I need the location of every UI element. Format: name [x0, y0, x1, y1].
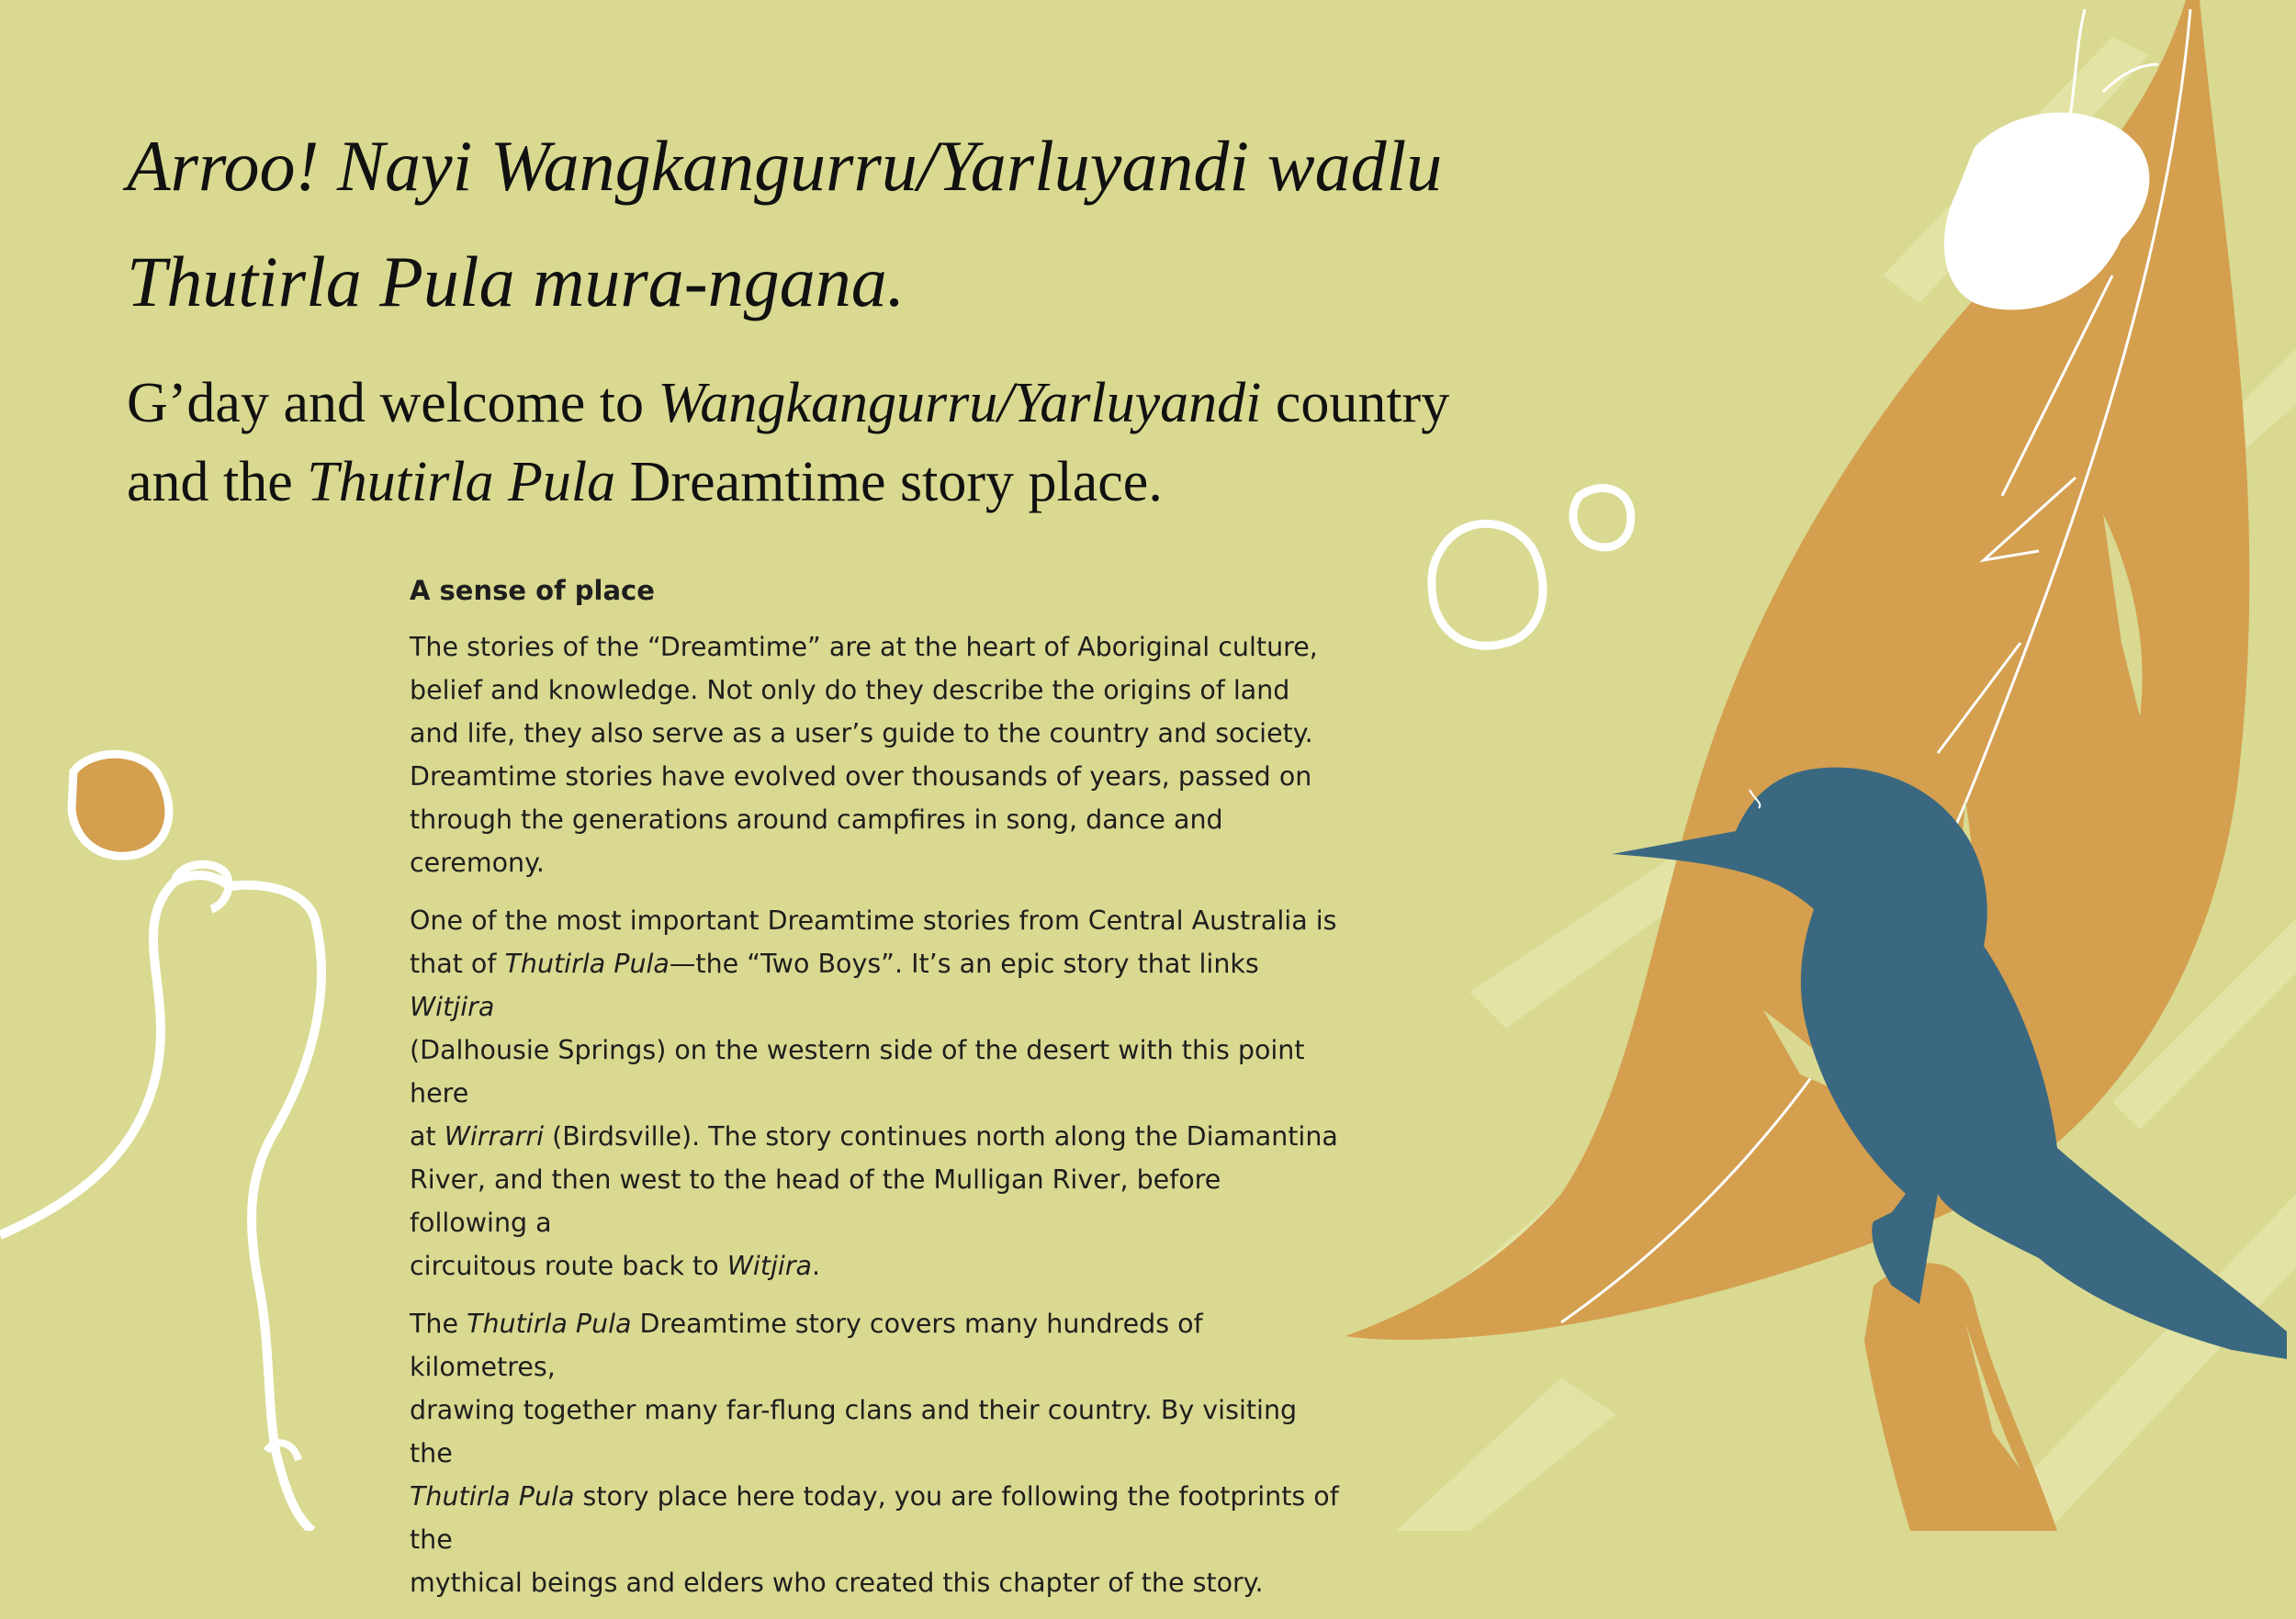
branch — [1864, 1263, 2057, 1531]
paragraph-italic: Thutirla Pula — [467, 1309, 632, 1339]
paragraph-italic: Witjira — [726, 1251, 813, 1281]
paragraph-text: (Birdsville). The story continues north along the Diamantina — [544, 1121, 1338, 1152]
paragraph-line: River, and then west to the head of the Mulligan River, before following a — [410, 1164, 1221, 1238]
title-english-text: G’day and welcome to — [127, 372, 658, 434]
paragraph-line: through the generations around campfires in song, dance and ceremony. — [410, 804, 1223, 878]
paragraph-line: The stories of the “Dreamtime” are at the heart of Aboriginal culture, — [410, 632, 1318, 662]
title-english-italic: Thutirla Pula — [307, 451, 616, 513]
paragraph-line: belief and knowledge. Not only do they describe the origins of land — [410, 675, 1290, 705]
paragraph-line: drawing together many far-flung clans and their country. By visiting the — [410, 1395, 1298, 1468]
paragraph-text: Dreamtime story covers many hundreds of kilometres, — [410, 1309, 1203, 1382]
paragraph-text: The — [410, 1309, 467, 1339]
title-english-text: Dreamtime story place. — [615, 451, 1163, 513]
paragraph-text: at — [410, 1121, 445, 1152]
paragraph-text: circuitous route back to — [410, 1251, 727, 1281]
paragraph-text: . — [812, 1251, 821, 1281]
track-line — [0, 754, 321, 1531]
title-english — [127, 364, 1688, 522]
paragraph-line: One of the most important Dreamtime stories from Central Australia is — [410, 905, 1337, 936]
paragraph-text: —the “Two Boys”. It’s an epic story that links — [669, 949, 1259, 979]
paragraph-2 — [410, 899, 1346, 1287]
paragraph-italic: Wirrarri — [444, 1121, 545, 1152]
title-native-line-1: Arroo! Nayi Wangkangurru/Yarluyandi wadlu — [127, 126, 1443, 206]
paragraph-3 — [410, 1302, 1346, 1604]
body-text-block — [410, 569, 1346, 1619]
paragraph-line: mythical beings and elders who created this chapter of the story. — [410, 1568, 1264, 1598]
title-english-text: country — [1261, 372, 1450, 434]
title-native-language — [127, 108, 1688, 340]
title-native-line-2: Thutirla Pula mura-ngana. — [127, 242, 906, 321]
paragraph-italic: Thutirla Pula — [410, 1481, 575, 1512]
paragraph-text: story place here today, you are following the footprints of the — [410, 1481, 1339, 1555]
title-english-text: and the — [127, 451, 308, 513]
heading-block — [127, 108, 1688, 522]
section-heading: A sense of place — [410, 575, 655, 606]
paragraph-1 — [410, 625, 1346, 884]
paragraph-line: and life, they also serve as a user’s guide to the country and society. — [410, 718, 1313, 748]
paragraph-line: Dreamtime stories have evolved over thousands of years, passed on — [410, 761, 1312, 792]
paragraph-italic: Thutirla Pula — [504, 949, 670, 979]
paragraph-text: that of — [410, 949, 505, 979]
paragraph-line: (Dalhousie Springs) on the western side of the desert with this point here — [410, 1035, 1305, 1108]
paragraph-italic: Witjira — [410, 992, 495, 1022]
title-english-italic: Wangkangurru/Yarluyandi — [658, 372, 1262, 434]
